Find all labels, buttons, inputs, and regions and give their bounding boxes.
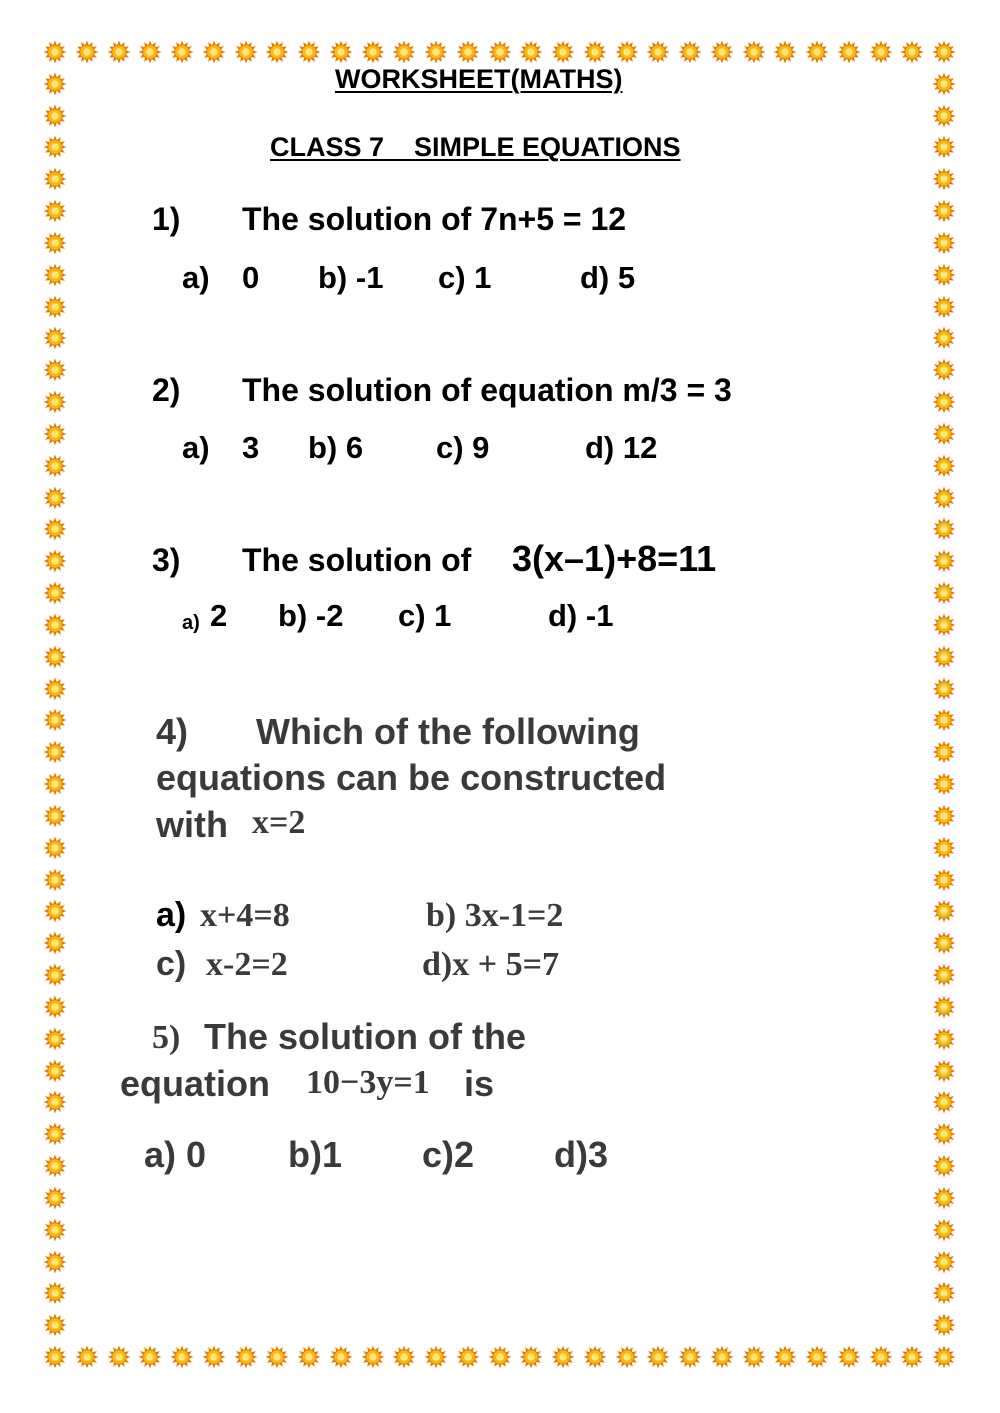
worksheet-subtitle: CLASS 7 SIMPLE EQUATIONS: [270, 132, 681, 162]
sun-icon: [43, 1122, 67, 1146]
question-text: The solution of equation m/3 = 3: [242, 372, 732, 408]
sun-icon: [900, 1345, 924, 1369]
option-d: d)3: [554, 1134, 608, 1175]
sun-icon: [932, 1313, 956, 1337]
sun-icon: [932, 963, 956, 987]
option-label: a): [182, 260, 210, 295]
sun-icon: [170, 40, 194, 64]
sun-icon: [488, 1345, 512, 1369]
option-b: b)1: [288, 1134, 342, 1175]
sun-icon: [932, 995, 956, 1019]
sun-icon: [932, 1027, 956, 1051]
sun-icon: [43, 899, 67, 923]
sun-icon: [43, 1059, 67, 1083]
option-d: d) 12: [585, 430, 658, 465]
sun-icon: [932, 1090, 956, 1114]
sun-icon: [932, 1122, 956, 1146]
sun-icon: [900, 40, 924, 64]
sun-icon: [43, 390, 67, 414]
sun-icon: [710, 1345, 734, 1369]
sun-icon: [43, 486, 67, 510]
sun-icon: [138, 1345, 162, 1369]
sun-icon: [43, 167, 67, 191]
sun-icon: [932, 1186, 956, 1210]
sun-icon: [265, 1345, 289, 1369]
sun-icon: [932, 1281, 956, 1305]
sun-icon: [519, 40, 543, 64]
sun-icon: [107, 1345, 131, 1369]
sun-icon: [932, 1345, 956, 1369]
sun-icon: [43, 358, 67, 382]
sun-icon: [43, 1027, 67, 1051]
sun-icon: [583, 40, 607, 64]
sun-icon: [519, 1345, 543, 1369]
sun-icon: [551, 1345, 575, 1369]
sun-icon: [678, 1345, 702, 1369]
option-c: c) 1: [438, 260, 492, 295]
sun-icon: [107, 40, 131, 64]
option-label: c): [156, 945, 187, 983]
sun-icon: [392, 1345, 416, 1369]
sun-icon: [869, 1345, 893, 1369]
question-equation: 10−3y=1: [306, 1064, 430, 1101]
sun-icon: [43, 295, 67, 319]
sun-icon: [932, 677, 956, 701]
sun-icon: [43, 1218, 67, 1242]
sun-icon: [43, 1090, 67, 1114]
option-d: d)x + 5=7: [422, 946, 559, 983]
sun-icon: [43, 804, 67, 828]
sun-icon: [646, 1345, 670, 1369]
sun-icon: [329, 40, 353, 64]
sun-icon: [932, 135, 956, 159]
sun-icon: [932, 390, 956, 414]
sun-icon: [297, 1345, 321, 1369]
sun-icon: [456, 40, 480, 64]
question-text-line-1: Which of the following: [256, 711, 640, 752]
option-label: a): [182, 430, 210, 465]
sun-icon: [932, 740, 956, 764]
question-number: 1): [152, 201, 181, 237]
sun-icon: [43, 263, 67, 287]
sun-icon: [932, 358, 956, 382]
sun-icon: [456, 1345, 480, 1369]
sun-icon: [932, 1059, 956, 1083]
sun-icon: [932, 104, 956, 128]
sun-icon: [551, 40, 575, 64]
sun-icon: [138, 40, 162, 64]
sun-icon: [234, 40, 258, 64]
sun-icon: [932, 199, 956, 223]
sun-icon: [392, 40, 416, 64]
option-b: b) -1: [318, 260, 384, 295]
sun-icon: [932, 931, 956, 955]
sun-icon: [773, 1345, 797, 1369]
sun-icon: [932, 1250, 956, 1274]
sun-icon: [43, 836, 67, 860]
sun-icon: [932, 581, 956, 605]
question-text-line-1: The solution of the: [204, 1016, 526, 1057]
sun-icon: [615, 1345, 639, 1369]
option-b: b) -2: [278, 598, 344, 633]
sun-icon: [43, 772, 67, 796]
sun-icon: [43, 454, 67, 478]
sun-icon: [932, 549, 956, 573]
question-text-line-3: with: [156, 804, 228, 845]
option-a: 2: [210, 598, 228, 633]
sun-icon: [805, 1345, 829, 1369]
sun-icon: [43, 740, 67, 764]
sun-icon: [742, 40, 766, 64]
option-b: b) 3x-1=2: [426, 897, 564, 934]
sun-icon: [932, 613, 956, 637]
option-c: c) 1: [398, 598, 452, 633]
sun-icon: [932, 836, 956, 860]
sun-icon: [932, 263, 956, 287]
sun-icon: [932, 486, 956, 510]
option-c: c) 9: [436, 430, 490, 465]
sun-icon: [43, 72, 67, 96]
sun-icon: [43, 613, 67, 637]
sun-icon: [932, 326, 956, 350]
sun-icon: [424, 40, 448, 64]
sun-icon: [43, 1154, 67, 1178]
sun-icon: [43, 517, 67, 541]
sun-icon: [932, 454, 956, 478]
sun-icon: [265, 40, 289, 64]
sun-icon: [932, 708, 956, 732]
sun-icon: [361, 40, 385, 64]
question-equation: x=2: [252, 804, 306, 841]
sun-icon: [678, 40, 702, 64]
sun-icon: [329, 1345, 353, 1369]
sun-icon: [742, 1345, 766, 1369]
sun-icon: [43, 1313, 67, 1337]
sun-icon: [43, 995, 67, 1019]
sun-icon: [43, 199, 67, 223]
sun-icon: [43, 645, 67, 669]
sun-icon: [43, 104, 67, 128]
sun-icon: [43, 931, 67, 955]
question-number: 5): [152, 1019, 181, 1056]
sun-icon: [615, 40, 639, 64]
sun-icon: [805, 40, 829, 64]
sun-icon: [43, 868, 67, 892]
question-text: The solution of 7n+5 = 12: [242, 201, 627, 237]
sun-icon: [646, 40, 670, 64]
question-text-line-2: equation: [120, 1063, 270, 1104]
sun-icon: [932, 804, 956, 828]
sun-icon: [932, 72, 956, 96]
question-text-line-2-end: is: [464, 1063, 495, 1104]
option-label: a): [156, 896, 187, 934]
option-a: 3: [242, 430, 260, 465]
question-text-line-2: equations can be constructed: [156, 757, 667, 798]
sun-icon: [773, 40, 797, 64]
option-c: x-2=2: [206, 946, 288, 983]
sun-icon: [932, 167, 956, 191]
worksheet-title: WORKSHEET(MATHS): [335, 64, 623, 94]
question-number: 2): [152, 372, 181, 408]
sun-icon: [932, 868, 956, 892]
sun-icon: [170, 1345, 194, 1369]
sun-icon: [43, 1281, 67, 1305]
sun-icon: [43, 231, 67, 255]
sun-icon: [583, 1345, 607, 1369]
sun-icon: [43, 963, 67, 987]
option-b: b) 6: [308, 430, 364, 465]
sun-icon: [43, 422, 67, 446]
sun-icon: [488, 40, 512, 64]
sun-icon: [202, 1345, 226, 1369]
sun-icon: [932, 1218, 956, 1242]
sun-icon: [43, 549, 67, 573]
sun-icon: [932, 40, 956, 64]
sun-icon: [869, 40, 893, 64]
sun-icon: [932, 422, 956, 446]
sun-icon: [932, 772, 956, 796]
sun-icon: [424, 1345, 448, 1369]
sun-icon: [75, 40, 99, 64]
option-label: a): [182, 612, 200, 634]
option-a: 0: [242, 260, 260, 295]
sun-icon: [43, 1345, 67, 1369]
option-d: d) 5: [580, 260, 636, 295]
sun-icon: [297, 40, 321, 64]
sun-icon: [932, 231, 956, 255]
option-c: c)2: [422, 1134, 475, 1175]
option-a: x+4=8: [200, 897, 290, 934]
sun-icon: [43, 135, 67, 159]
sun-icon: [43, 1250, 67, 1274]
sun-icon: [43, 581, 67, 605]
sun-icon: [234, 1345, 258, 1369]
sun-icon: [932, 1154, 956, 1178]
question-number: 3): [152, 542, 181, 578]
question-equation: 3(x–1)+8=11: [512, 538, 717, 579]
sun-icon: [75, 1345, 99, 1369]
question-text: The solution of: [242, 542, 472, 578]
option-d: d) -1: [548, 598, 614, 633]
sun-icon: [837, 40, 861, 64]
option-a: a) 0: [144, 1134, 207, 1175]
sun-icon: [837, 1345, 861, 1369]
sun-icon: [43, 677, 67, 701]
sun-icon: [710, 40, 734, 64]
sun-icon: [43, 326, 67, 350]
sun-icon: [202, 40, 226, 64]
sun-icon: [43, 708, 67, 732]
sun-icon: [43, 40, 67, 64]
sun-icon: [932, 899, 956, 923]
sun-icon: [932, 295, 956, 319]
sun-icon: [932, 645, 956, 669]
sun-icon: [43, 1186, 67, 1210]
question-number: 4): [156, 711, 189, 752]
sun-icon: [361, 1345, 385, 1369]
sun-icon: [932, 517, 956, 541]
